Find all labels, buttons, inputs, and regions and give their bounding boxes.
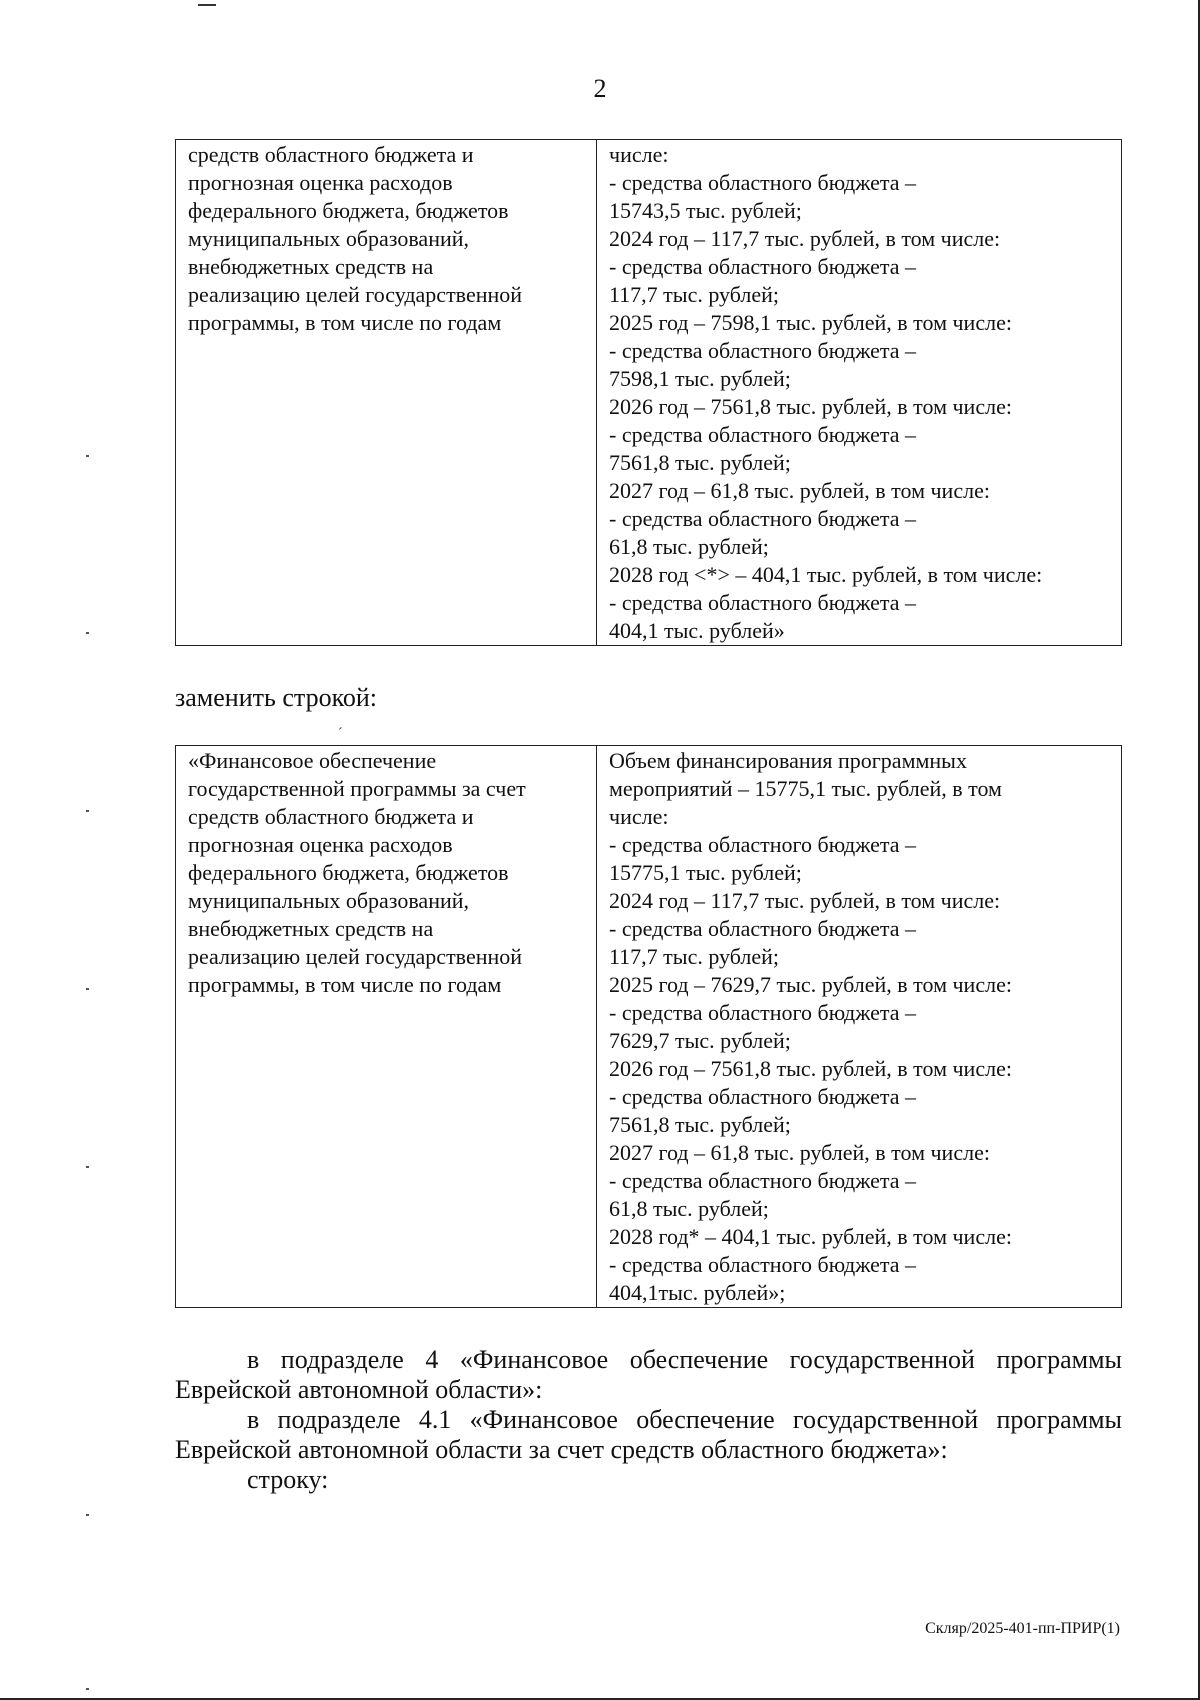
cell-line: 404,1 тыс. рублей»: [609, 618, 785, 643]
scan-margin-mark: [86, 810, 89, 812]
cell-line: 2028 год* – 404,1 тыс. рублей, в том числе:: [609, 1224, 1012, 1249]
cell-line: 61,8 тыс. рублей;: [609, 534, 769, 559]
table-row: [176, 140, 1122, 646]
body-text: [175, 1345, 1122, 1495]
cell-line: 117,7 тыс. рублей;: [609, 282, 780, 307]
cell-line: муниципальных образований,: [188, 888, 470, 913]
cell-line: программы, в том числе по годам: [188, 972, 502, 997]
cell-line: - средства областного бюджета –: [609, 1000, 917, 1025]
scan-margin-mark: [86, 988, 89, 990]
cell-line: - средства областного бюджета –: [609, 590, 917, 615]
cell-line: 2024 год – 117,7 тыс. рублей, в том числе:: [609, 888, 1001, 913]
table-row: [176, 746, 1122, 1308]
paragraph-line: Еврейской автономной области»:: [175, 1375, 543, 1404]
cell-line: 2024 год – 117,7 тыс. рублей, в том числе:: [609, 226, 1001, 251]
scan-margin-mark: [86, 1166, 89, 1168]
cell-line: - средства областного бюджета –: [609, 254, 917, 279]
paragraph-line: строку:: [247, 1465, 329, 1494]
cell-line: - средства областного бюджета –: [609, 506, 917, 531]
cell-line: Объем финансирования программных: [609, 748, 967, 773]
cell-line: муниципальных образований,: [188, 226, 470, 251]
replace-instruction: заменить строкой:: [175, 683, 378, 712]
cell-line: 15743,5 тыс. рублей;: [609, 198, 802, 223]
cell-line: - средства областного бюджета –: [609, 832, 917, 857]
cell-line: 7629,7 тыс. рублей;: [609, 1028, 791, 1053]
cell-line: 7561,8 тыс. рублей;: [609, 450, 791, 475]
scan-margin-mark: [86, 1688, 89, 1690]
paragraph-line: Еврейской автономной области за счет средств областного бюджета»:: [175, 1435, 948, 1464]
cell-line: реализацию целей государственной: [188, 944, 523, 969]
cell-line: реализацию целей государственной: [188, 282, 523, 307]
cell-line: 117,7 тыс. рублей;: [609, 944, 780, 969]
cell-line: 2027 год – 61,8 тыс. рублей, в том числе:: [609, 1140, 990, 1165]
cell-line: числе:: [609, 804, 669, 829]
cell-line: - средства областного бюджета –: [609, 338, 917, 363]
old-row-label-cell: [176, 140, 597, 646]
old-passport-row-table: [175, 139, 1122, 646]
paragraph-line: в подразделе 4.1 «Финансовое обеспечение государственной программы: [247, 1405, 1122, 1434]
cell-line: государственной программы за счет: [188, 776, 526, 801]
cell-line: прогнозная оценка расходов: [188, 170, 453, 195]
cell-line: - средства областного бюджета –: [609, 1252, 917, 1277]
cell-line: 404,1тыс. рублей»;: [609, 1280, 786, 1305]
cell-line: внебюджетных средств на: [188, 254, 434, 279]
old-row-value-cell: [597, 140, 1122, 646]
cell-line: 61,8 тыс. рублей;: [609, 1196, 769, 1221]
cell-line: - средства областного бюджета –: [609, 170, 917, 195]
new-passport-row-table: [175, 745, 1122, 1308]
cell-line: - средства областного бюджета –: [609, 916, 917, 941]
cell-line: прогнозная оценка расходов: [188, 832, 453, 857]
scan-tick-mark: ˊ: [338, 726, 343, 741]
document-code: Скляр/2025-401-пп-ПРИР(1): [925, 1620, 1120, 1637]
cell-line: внебюджетных средств на: [188, 916, 434, 941]
cell-line: программы, в том числе по годам: [188, 310, 502, 335]
scan-mark: [198, 4, 216, 6]
cell-line: 2026 год – 7561,8 тыс. рублей, в том числе:: [609, 1056, 1012, 1081]
cell-line: 2028 год <*> – 404,1 тыс. рублей, в том числе:: [609, 562, 1043, 587]
cell-line: 2025 год – 7598,1 тыс. рублей, в том числе:: [609, 310, 1012, 335]
scan-margin-mark: [86, 455, 89, 457]
page-number: 2: [593, 74, 607, 103]
new-row-label-cell: [176, 746, 597, 1308]
cell-line: «Финансовое обеспечение: [188, 748, 437, 773]
cell-line: федерального бюджета, бюджетов: [188, 860, 509, 885]
cell-line: 2026 год – 7561,8 тыс. рублей, в том числе:: [609, 394, 1012, 419]
cell-line: - средства областного бюджета –: [609, 422, 917, 447]
cell-line: 2027 год – 61,8 тыс. рублей, в том числе:: [609, 478, 990, 503]
cell-line: 2025 год – 7629,7 тыс. рублей, в том числе:: [609, 972, 1012, 997]
cell-line: числе:: [609, 142, 669, 167]
cell-line: - средства областного бюджета –: [609, 1084, 917, 1109]
scan-margin-mark: [86, 1514, 89, 1516]
paragraph-line: в подразделе 4 «Финансовое обеспечение государственной программы: [247, 1345, 1122, 1374]
cell-line: средств областного бюджета и: [188, 804, 474, 829]
cell-line: 7598,1 тыс. рублей;: [609, 366, 791, 391]
cell-line: 15775,1 тыс. рублей;: [609, 860, 802, 885]
scan-margin-mark: [86, 632, 89, 634]
cell-line: федерального бюджета, бюджетов: [188, 198, 509, 223]
cell-line: средств областного бюджета и: [188, 142, 474, 167]
new-row-value-cell: [597, 746, 1122, 1308]
cell-line: 7561,8 тыс. рублей;: [609, 1112, 791, 1137]
cell-line: мероприятий – 15775,1 тыс. рублей, в том: [609, 776, 1002, 801]
cell-line: - средства областного бюджета –: [609, 1168, 917, 1193]
